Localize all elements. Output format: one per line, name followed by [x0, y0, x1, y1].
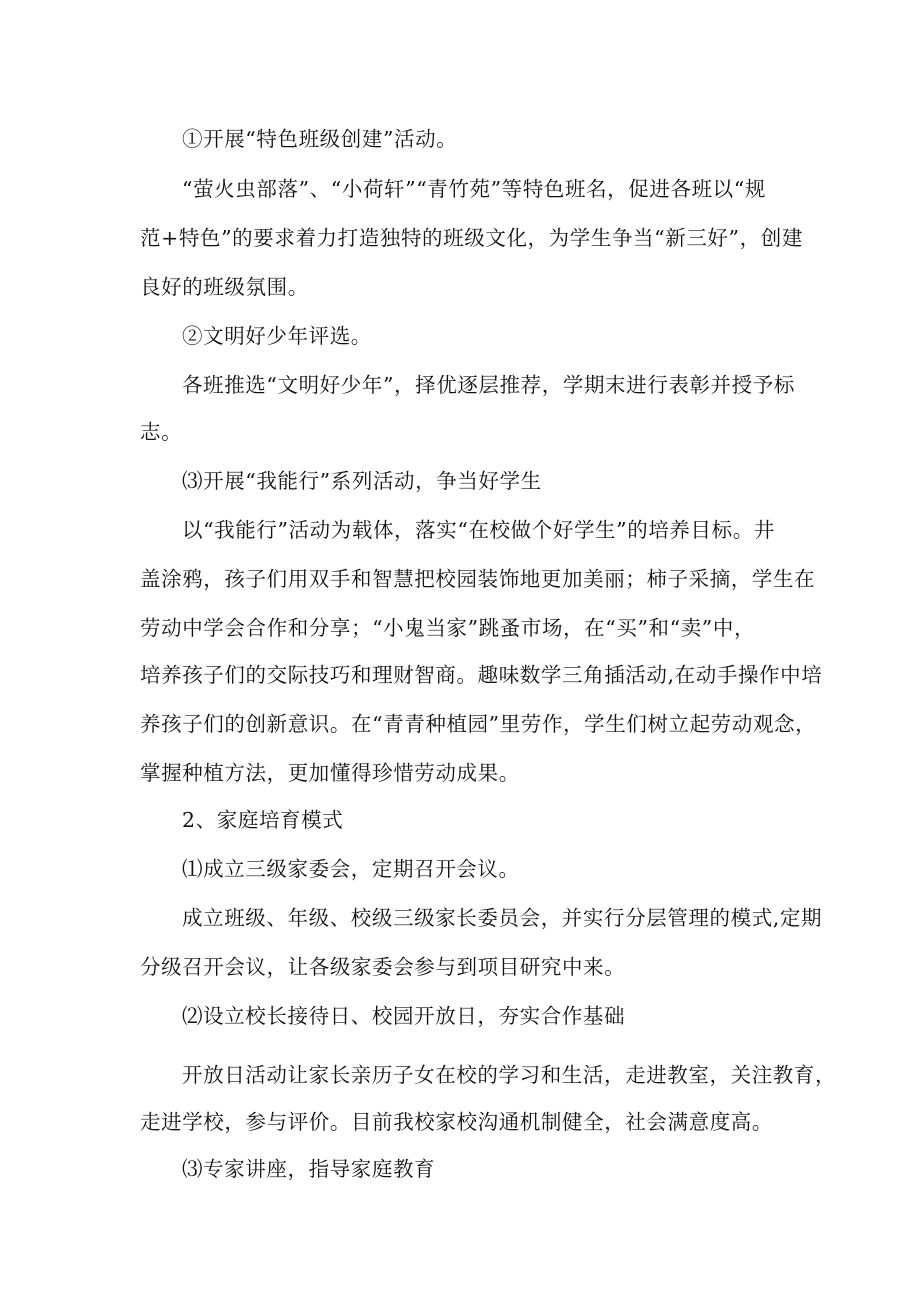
paragraph-line: 以“我能行”活动为载体，落实“在校做个好学生”的培养目标。井 — [182, 518, 775, 542]
section-heading-class-creation: ①开展“特色班级创建”活动。 — [182, 127, 458, 151]
paragraph-line: “萤火虫部落”、“小荷轩”“青竹苑”等特色班名，促进各班以“规 — [182, 177, 766, 201]
paragraph-line: 盖涂鸦，孩子们用双手和智慧把校园装饰地更加美丽；柿子采摘，学生在 — [140, 567, 816, 591]
paragraph-line: 掌握种植方法，更加懂得珍惜劳动成果。 — [140, 761, 520, 785]
paragraph-line: 范+特色”的要求着力打造独特的班级文化，为学生争当“新三好”，创建 — [140, 226, 803, 250]
paragraph-line: 分级召开会议，让各级家委会参与到项目研究中来。 — [140, 955, 626, 979]
paragraph-line: 志。 — [140, 420, 183, 444]
paragraph-line: 培养孩子们的交际技巧和理财智商。趣味数学三角插活动,在动手操作中培 — [140, 663, 823, 687]
section-heading-i-can-do-it: ⑶开展“我能行”系列活动，争当好学生 — [182, 469, 542, 493]
paragraph-line: 成立班级、年级、校级三级家长委员会，并实行分层管理的模式,定期 — [182, 906, 823, 930]
paragraph-line: 良好的班级氛围。 — [140, 275, 309, 299]
paragraph-line: 走进学校，参与评价。目前我校家校沟通机制健全，社会满意度高。 — [140, 1110, 773, 1134]
paragraph-line: 劳动中学会合作和分享；“小鬼当家”跳蚤市场，在“买”和“卖”中， — [140, 616, 756, 640]
paragraph-line: 开放日活动让家长亲历子女在校的学习和生活，走进教室，关注教育， — [182, 1063, 837, 1087]
section-heading-expert-lecture: ⑶专家讲座，指导家庭教育 — [182, 1157, 436, 1181]
section-heading-open-day: ⑵设立校长接待日、校园开放日，夯实合作基础 — [182, 1004, 626, 1028]
paragraph-line: 各班推选“文明好少年”，择优逐层推荐，学期末进行表彰并授予标 — [182, 373, 795, 397]
section-heading-parent-committee: ⑴成立三级家委会，定期召开会议。 — [182, 857, 520, 881]
section-heading-civilized-youth: ②文明好少年评选。 — [182, 324, 372, 348]
section-heading-family-model: 2、家庭培育模式 — [182, 808, 344, 832]
paragraph-line: 养孩子们的创新意识。在“青青种植园”里劳作，学生们树立起劳动观念， — [140, 712, 817, 736]
